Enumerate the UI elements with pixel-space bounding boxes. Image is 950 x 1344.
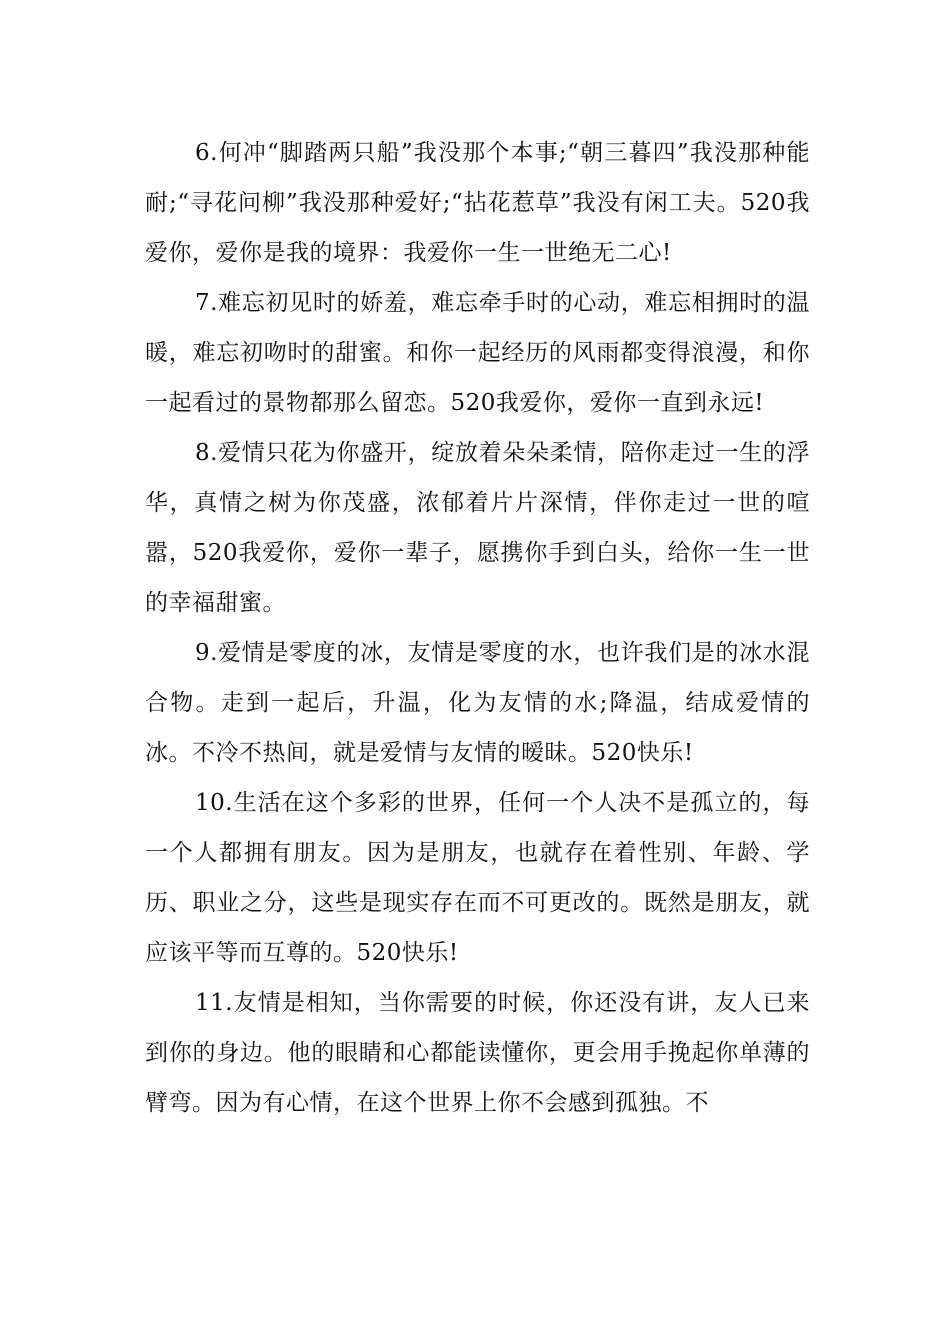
paragraph-7: 7.难忘初见时的娇羞，难忘牵手时的心动，难忘相拥时的温暖，难忘初吻时的甜蜜。和你一起经历的风雨都变得浪漫，和你一起看过的景物都那么留恋。520我爱你，爱你一直到永远! (145, 290, 810, 416)
document-body (145, 128, 810, 1128)
paragraph-11: 11.友情是相知，当你需要的时候，你还没有讲，友人已来到你的身边。他的眼睛和心都能读懂你，更会用手挽起你单薄的臂弯。因为有心情，在这个世界上你不会感到孤独。不 (145, 990, 810, 1116)
paragraph-9: 9.爱情是零度的冰，友情是零度的水，也许我们是的冰水混合物。走到一起后，升温，化为友情的水;降温，结成爱情的冰。不冷不热间，就是爱情与友情的暧昧。520快乐! (145, 640, 810, 766)
paragraph-6: 6.何冲“脚踏两只船”我没那个本事;“朝三暮四”我没那种能耐;“寻花问柳”我没那种爱好;“拈花惹草”我没有闲工夫。520我爱你，爱你是我的境界：我爱你一生一世绝无二心! (145, 140, 810, 266)
paragraph-8: 8.爱情只花为你盛开，绽放着朵朵柔情，陪你走过一生的浮华，真情之树为你茂盛，浓郁着片片深情，伴你走过一世的喧嚣，520我爱你，爱你一辈子，愿携你手到白头，给你一生一世的幸福甜蜜。 (145, 440, 810, 616)
paragraph-10: 10.生活在这个多彩的世界，任何一个人决不是孤立的，每一个人都拥有朋友。因为是朋友，也就存在着性别、年龄、学历、职业之分，这些是现实存在而不可更改的。既然是朋友，就应该平等而互尊的。520快乐! (145, 790, 810, 966)
